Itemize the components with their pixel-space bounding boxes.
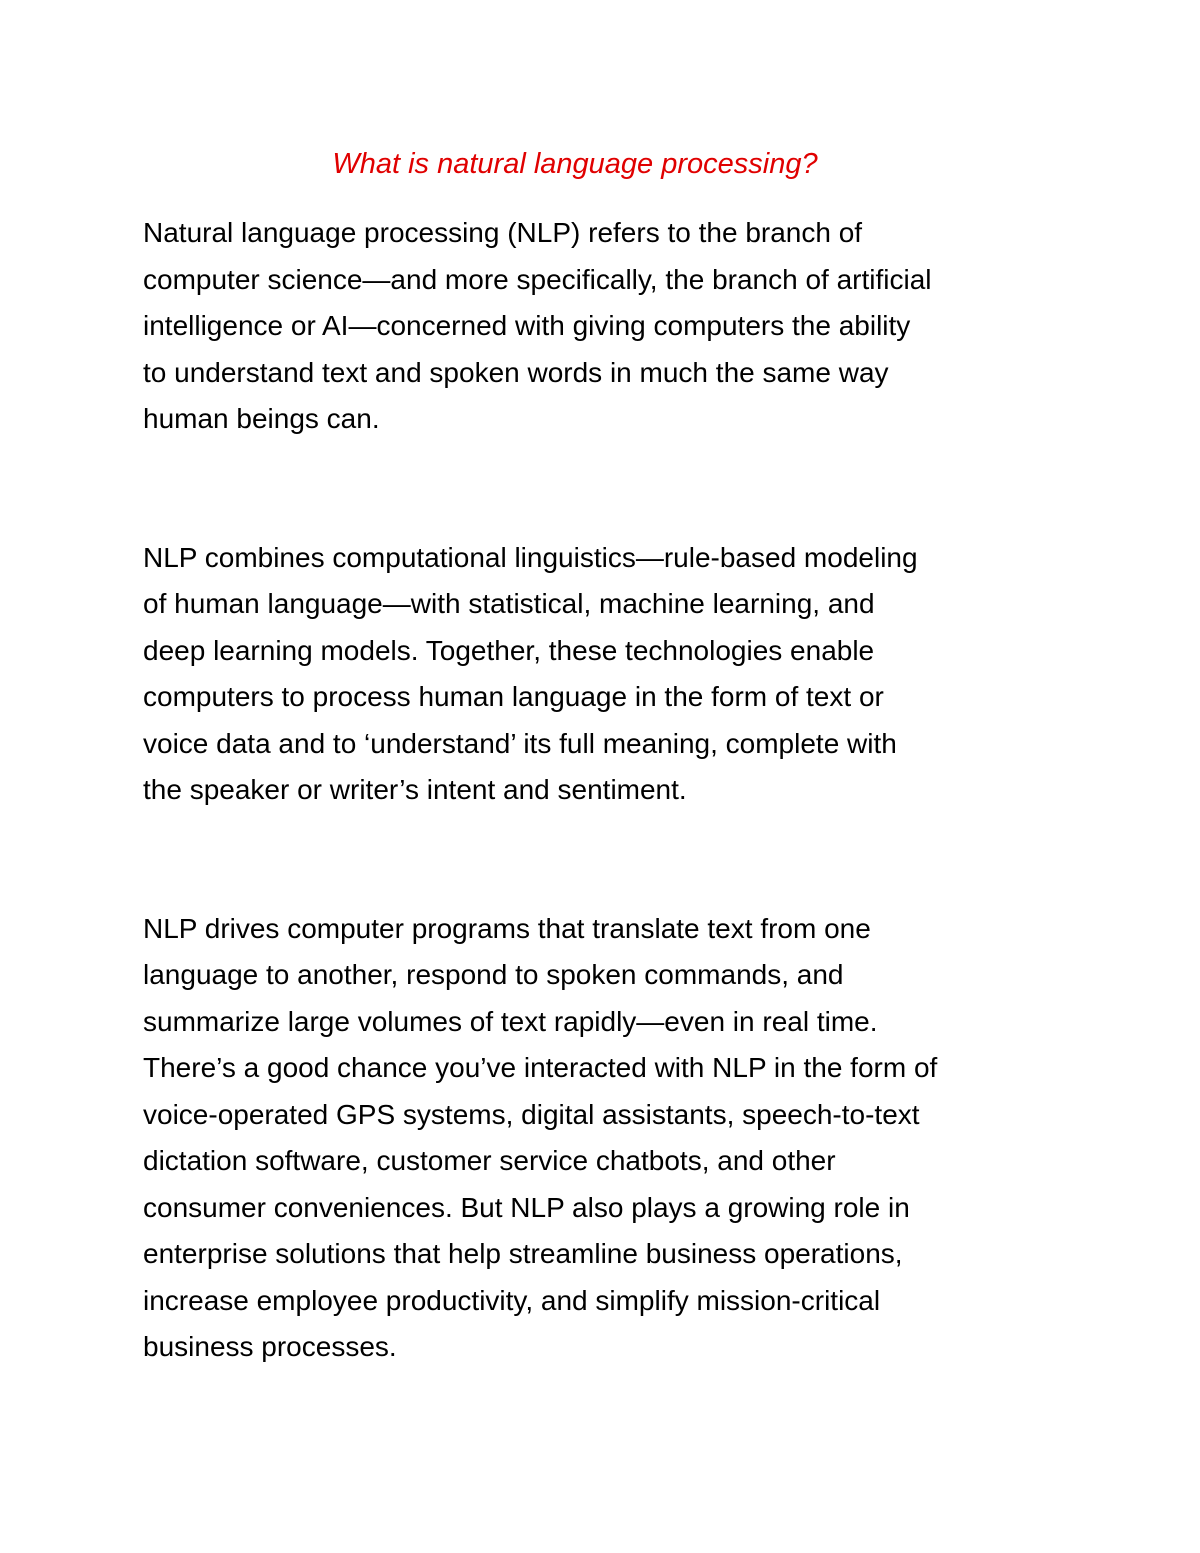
paragraph-computational-linguistics: NLP combines computational linguistics—rule-based modeling of human language—with statistical, machine learning, and deep learning models. Together, these technologies enable computers to process human language in the form of text or voice data and to ‘understand’ its full meaning, complete with the speaker or writer’s intent and sentiment. <box>143 541 918 805</box>
paragraph-applications: NLP drives computer programs that translate text from one language to another, respond to spoken commands, and summarize large volumes of text rapidly—even in real time. There’s a good chance you’ve interacted with NLP in the form of voice-operated GPS systems, digital assistants, speech-to-text dictation software, customer service chatbots, and other consumer conveniences. But NLP also plays a growing role in enterprise solutions that help streamline business operations, increase employee productivity, and simplify mission-critical business processes. <box>143 912 938 1362</box>
document-title: What is natural language processing? <box>332 148 818 180</box>
document-body <box>143 140 1068 1371</box>
paragraph-definition: Natural language processing (NLP) refers to the branch of computer science—and more specifically, the branch of artificial intelligence or AI—concerned with giving computers the ability to understand text and spoken words in much the same way human beings can. <box>143 217 932 434</box>
